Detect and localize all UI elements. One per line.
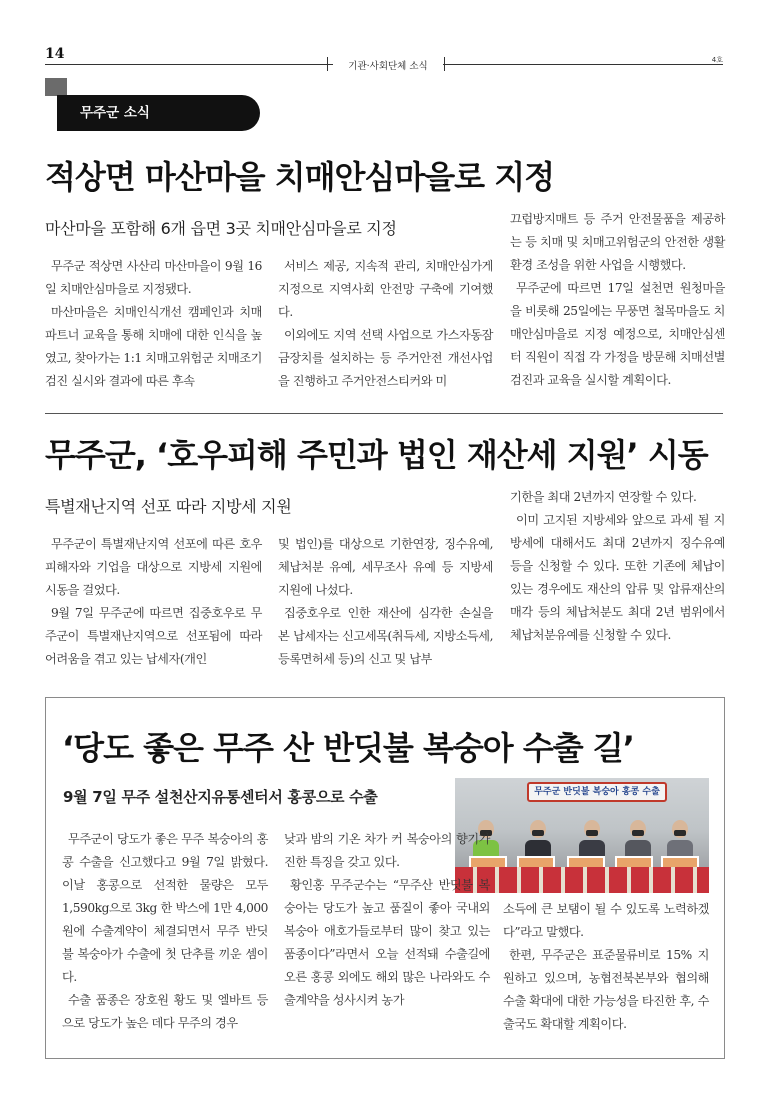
- article-1-headline: 적상면 마산마을 치매안심마을로 지정: [45, 158, 555, 196]
- header-tick-right: [444, 57, 445, 71]
- article-2-headline: 무주군, ‘호우피해 주민과 법인 재산세 지원’ 시동: [45, 436, 708, 474]
- article-1-subhead: 마산마을 포함해 6개 읍면 3곳 치매안심마을로 지정: [45, 219, 397, 238]
- header-tick-left: [327, 57, 328, 71]
- paragraph: 무주군이 특별재난지역 선포에 따른 호우피해자와 기업을 대상으로 지방세 지원에 시동을 걸었다.: [45, 537, 262, 597]
- article-1-column-1: [45, 255, 262, 393]
- article-3-subhead: 9월 7일 무주 설천산지유통센터서 홍콩으로 수출: [63, 788, 378, 806]
- paragraph: 무주군이 당도가 좋은 무주 복숭아의 홍콩 수출을 신고했다고 9월 7일 밝혔다. 이날 홍콩으로 선적한 물량은 모두 1,590kg으로 3kg 한 박스에 1만 4,000원에 수출계약이 체결되면서 무주 반딧불 복숭아가 수출에 첫 단추를 끼운 셈이다.: [62, 832, 268, 984]
- export-photo: [455, 778, 709, 893]
- article-2-column-2: [278, 533, 493, 671]
- article-3-column-2: [284, 828, 490, 1012]
- article-3-column-1: [62, 828, 268, 1035]
- paragraph: 끄럽방지매트 등 주거 안전물품을 제공하는 등 치매 및 치매고위험군의 안전한 생활환경 조성을 위한 사업을 시행했다.: [510, 212, 725, 272]
- photo-banner: 무주군 반딧불 복숭아 홍콩 수출: [527, 782, 667, 802]
- article-2-subhead: 특별재난지역 선포 따라 지방세 지원: [45, 497, 292, 516]
- paragraph: 9월 7일 무주군에 따르면 집중호우로 무주군이 특별재난지역으로 선포됨에 따라 어려움을 겪고 있는 납세자(개인: [45, 606, 262, 666]
- section-label: 기관·사회단체 소식: [333, 58, 443, 72]
- page-number: 14: [45, 46, 65, 62]
- paragraph: 마산마을은 치매인식개선 캠페인과 치매파트너 교육을 통해 치매에 대한 인식을 높였고, 찾아가는 1:1 치매고위험군 치매조기검진 실시와 결과에 따른 후속: [45, 305, 262, 388]
- paragraph: 집중호우로 인한 재산에 심각한 손실을 본 납세자는 신고세목(취득세, 지방소득세, 등록면허세 등)의 신고 및 납부: [278, 606, 493, 666]
- paragraph: 소득에 큰 보탬이 될 수 있도록 노력하겠다”라고 말했다.: [503, 902, 709, 939]
- article-2-column-3: [510, 486, 725, 647]
- tag-accent-block: [45, 78, 67, 96]
- issue-number: 4호: [711, 56, 723, 64]
- article-2-column-1: [45, 533, 262, 671]
- article-divider: [45, 413, 723, 414]
- paragraph: 황인홍 무주군수는 “무주산 반딧불 복숭아는 당도가 높고 품질이 좋아 국내외 복숭아 애호가들로부터 많이 찾고 있는 품종이다”라면서 오늘 선적돼 수출길에 오른 홍콩 외에도 해외 많은 나라와도 수출계약을 성사시켜 농가: [284, 878, 490, 1007]
- category-tag: 무주군 소식: [57, 95, 260, 131]
- paragraph: 수출 품종은 장호원 황도 및 엘바트 등으로 당도가 높은 데다 무주의 경우: [62, 993, 268, 1030]
- paragraph: 이미 고지된 지방세와 앞으로 과세 될 지방세에 대해서도 최대 2년까지 징수유예 등을 신청할 수 있다. 또한 기존에 체납이 있는 경우에도 재산의 압류 및 압류재산의 매각 등의 체납처분도 최대 2년 범위에서 체납처분유예를 신청할 수 있다.: [510, 513, 725, 642]
- paragraph: 이외에도 지역 선택 사업으로 가스자동잠금장치를 설치하는 등 주거안전 개선사업을 진행하고 주거안전스티커와 미: [278, 328, 493, 388]
- paragraph: 및 법인)를 대상으로 기한연장, 징수유예, 체납처분 유예, 세무조사 유예 등 지방세 지원에 나섰다.: [278, 537, 493, 597]
- fruit-stack: [455, 867, 709, 893]
- article-3-column-3: [503, 898, 709, 1036]
- article-1-column-3: [510, 208, 725, 392]
- article-1-column-2: [278, 255, 493, 393]
- paragraph: 기한을 최대 2년까지 연장할 수 있다.: [510, 490, 697, 504]
- paragraph: 서비스 제공, 지속적 관리, 치매안심가게 지정으로 지역사회 안전망 구축에 기여했다.: [278, 259, 493, 319]
- paragraph: 한편, 무주군은 표준물류비로 15% 지원하고 있으며, 농협전북본부와 협의해 수출 확대에 대한 가능성을 타진한 후, 수출국도 확대할 계획이다.: [503, 948, 709, 1031]
- paragraph: 무주군에 따르면 17일 설천면 원청마을을 비롯해 25일에는 무풍면 철목마을도 치매안심마을로 지정 예정으로, 치매안심센터 직원이 직접 각 가정을 방문해 치매선별검진과 교육을 실시할 계획이다.: [510, 281, 725, 387]
- paragraph: 낮과 밤의 기온 차가 커 복숭아의 향기가 진한 특징을 갖고 있다.: [284, 832, 490, 869]
- article-3-headline: ‘당도 좋은 무주 산 반딧불 복숭아 수출 길’: [62, 729, 634, 767]
- paragraph: 무주군 적상면 사산리 마산마을이 9월 16일 치매안심마을로 지정됐다.: [45, 259, 262, 296]
